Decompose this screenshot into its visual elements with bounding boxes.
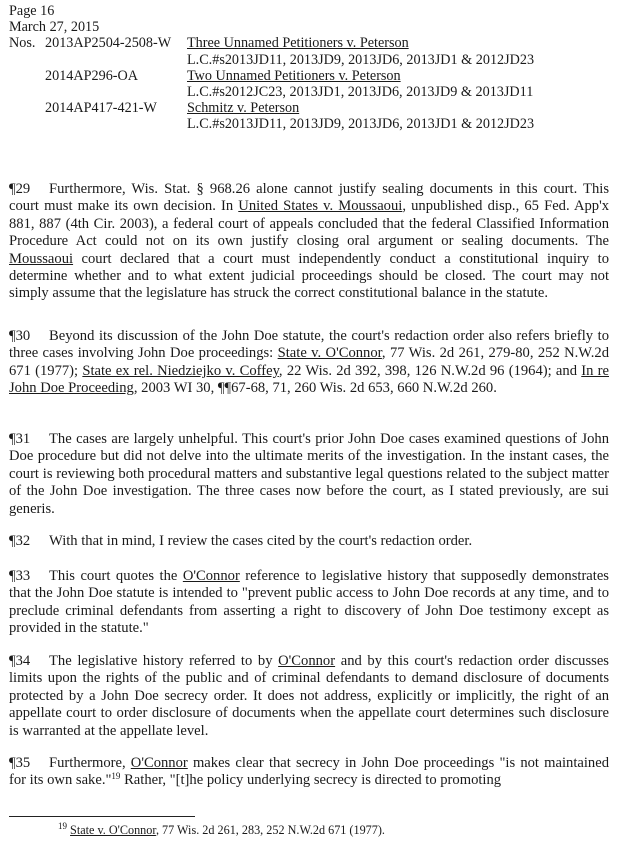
page-date: March 27, 2015 (9, 19, 100, 36)
case-lc-row (9, 84, 534, 100)
footnote: $^{19}$ State v. O'Connor, 77 Wis. 2d 261, 283, 252 N.W.2d 671 (1977). (58, 821, 385, 837)
case-citation: Moussaoui (9, 250, 74, 267)
paragraph-35: ¶35 Furthermore, O'Connor makes clear that secrecy in John Doe proceedings "is not maintained for its own sake."$^{19}$ Rather, "[t]he policy underlying secrecy is directed to promoting (9, 755, 609, 789)
case-citation: State v. O'Connor (277, 345, 382, 362)
paragraph-31: ¶31 The cases are largely unhelpful. This court's prior John Doe cases examined questions of John Doe procedure but did not delve into the ultimate merits of the investigation. In the instant cases, the court is reviewing both procedural matters and substantive legal questions related to the subject matter of the John Doe investigation. The three cases now before the court, as I stated previously, are sui generis. (9, 431, 609, 517)
case-citation: United States v. Moussaoui (238, 198, 403, 215)
case-entry (9, 68, 534, 84)
paragraph-30: ¶30 Beyond its discussion of the John Doe statute, the court's redaction order also refers briefly to three cases involving John Doe proceedings: State v. O'Connor, 77 Wis. 2d 261, 279-80, 252 N.W.2d 671 (1977); State ex rel. Niedziejko v. Coffey, 22 Wis. 2d 392, 398, 126 N.W.2d 96 (1964); and In re John Doe Proceeding, 2003 WI 30, ¶¶67-68, 71, 260 Wis. 2d 653, 660 N.W.2d 260. (9, 328, 609, 397)
page-header (9, 3, 534, 133)
paragraph-33: ¶33 This court quotes the O'Connor reference to legislative history that supposedly demonstrates that the John Doe statute is intended to "prevent public access to John Doe records at any time, and to preclude criminal defendants from asserting a right to discovery of John Doe testimony except as provided in the statute." (9, 568, 609, 637)
case-lc: L.C.#s2012JC23, 2013JD1, 2013JD6, 2013JD9 & 2013JD11 (187, 84, 534, 101)
case-number: 2013AP2504-2508-W (45, 35, 172, 52)
paragraph-32: ¶32 With that in mind, I review the cases cited by the court's redaction order. (9, 533, 473, 549)
footnote-separator (9, 816, 195, 817)
page-number: Page 16 (9, 3, 55, 19)
case-lc-row (9, 52, 534, 68)
case-number: 2014AP296-OA (45, 67, 139, 84)
case-citation: State v. O'Connor (70, 823, 156, 837)
case-title: Two Unnamed Petitioners v. Peterson (187, 67, 401, 84)
paragraph-34: ¶34 The legislative history referred to by O'Connor and by this court's redaction order discusses limits upon the rights of the public and of criminal defendants to demand disclosure of documents protected by a John Doe secrecy order. It does not address, explicitly or implicitly, the right of an appellate court to order disclosure of documents when the appellate court determines such disclosure is warranted at the appellate level. (9, 653, 609, 739)
case-lc: L.C.#s2013JD11, 2013JD9, 2013JD6, 2013JD1 & 2012JD23 (187, 51, 535, 68)
case-citation: State ex rel. Niedziejko v. Coffey (82, 362, 279, 379)
footnote-marker: 19 (58, 821, 67, 831)
paragraph-29: ¶29 Furthermore, Wis. Stat. § 968.26 alone cannot justify sealing documents in this court. This court must make its own decision. In United States v. Moussaoui, unpublished disp., 65 Fed. App'x 881, 887 (4th Cir. 2003), a federal court of appeals concluded that the federal Classified Information Procedure Act could not on its own justify closing oral argument or sealing documents. The Moussaoui court declared that a court must independently conduct a constitutional inquiry to determine whether and to what extent judicial proceedings should be closed. The court may not simply assume that the legislature has struck the correct constitutional balance in the statute. (9, 181, 610, 302)
case-lc-row (9, 116, 534, 132)
case-lc: L.C.#s2013JD11, 2013JD9, 2013JD6, 2013JD1 & 2012JD23 (187, 116, 535, 133)
case-number: 2014AP417-421-W (45, 100, 157, 117)
case-entry (9, 35, 534, 51)
case-title: Three Unnamed Petitioners v. Peterson (187, 35, 409, 52)
paragraph-number: ¶34 (9, 653, 31, 669)
case-citation: O'Connor (182, 568, 240, 584)
paragraph-number: ¶35 (9, 755, 31, 771)
nos-label: Nos. (9, 35, 36, 52)
case-citation: O'Connor (278, 653, 336, 669)
paragraph-number: ¶33 (9, 568, 31, 584)
paragraph-number: ¶31 (9, 431, 31, 447)
footnote-reference[interactable]: 19 (111, 771, 121, 782)
paragraph-number: ¶30 (9, 328, 31, 344)
case-citation: O'Connor (130, 755, 188, 771)
paragraph-number: ¶29 (9, 181, 31, 197)
case-entry (9, 100, 534, 116)
case-citation: In re John Doe Proceeding (9, 362, 609, 397)
case-title: Schmitz v. Peterson (187, 100, 300, 117)
paragraph-number: ¶32 (9, 533, 31, 549)
